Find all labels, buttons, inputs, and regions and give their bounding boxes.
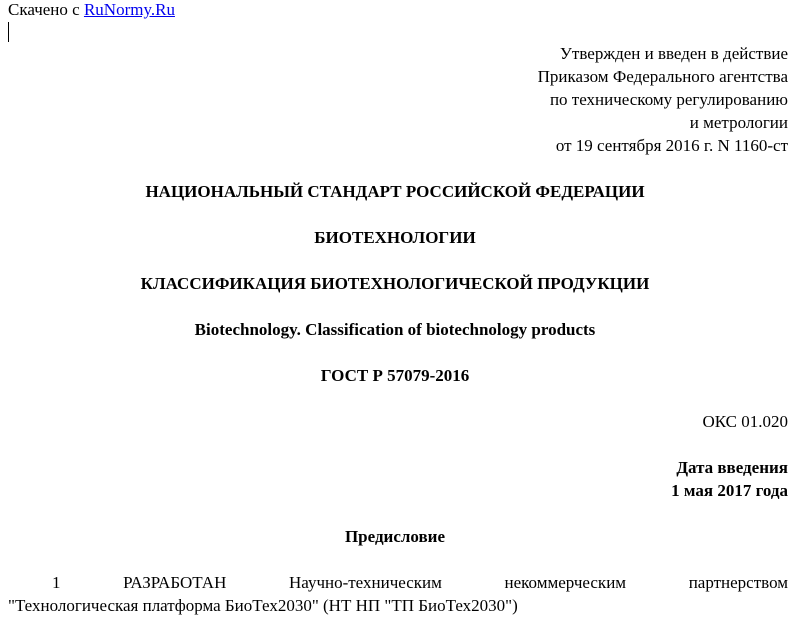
english-title: Biotechnology. Classification of biotechnology products — [194, 320, 596, 339]
intro-date-value: 1 мая 2017 года — [671, 481, 788, 500]
oks-code: ОКС 01.020 — [702, 412, 788, 431]
foreword-item-1-line-2: "Технологическая платформа БиоТех2030" (НТ НП "ТП БиоТех2030") — [8, 596, 518, 615]
source-prefix: Скачено с — [8, 0, 80, 19]
gost-number: ГОСТ Р 57079-2016 — [320, 366, 470, 385]
intro-date-label: Дата введения — [676, 458, 788, 477]
approval-line: по техническому регулированию — [549, 90, 788, 109]
approval-line: Утвержден и введен в действие — [559, 44, 788, 63]
approval-line: и метрологии — [689, 113, 788, 132]
word: Научно-техническим — [288, 573, 442, 592]
source-link[interactable]: RuNormy.Ru — [83, 0, 175, 19]
word: некоммерческим — [504, 573, 627, 592]
word: партнерством — [688, 573, 788, 592]
foreword-heading: Предисловие — [344, 527, 446, 546]
source-line — [8, 0, 175, 21]
subject-title: БИОТЕХНОЛОГИИ — [314, 228, 476, 247]
word: РАЗРАБОТАН — [123, 573, 227, 592]
approval-line: Приказом Федерального агентства — [537, 67, 788, 86]
classification-title: КЛАССИФИКАЦИЯ БИОТЕХНОЛОГИЧЕСКОЙ ПРОДУКЦИИ — [140, 274, 650, 293]
item-number: 1 — [52, 573, 61, 592]
foreword-item-1-line-1 — [8, 571, 788, 594]
approval-line: от 19 сентября 2016 г. N 1160-ст — [555, 136, 788, 155]
national-standard-title: НАЦИОНАЛЬНЫЙ СТАНДАРТ РОССИЙСКОЙ ФЕДЕРАЦИИ — [145, 182, 645, 201]
text-caret — [8, 22, 9, 42]
